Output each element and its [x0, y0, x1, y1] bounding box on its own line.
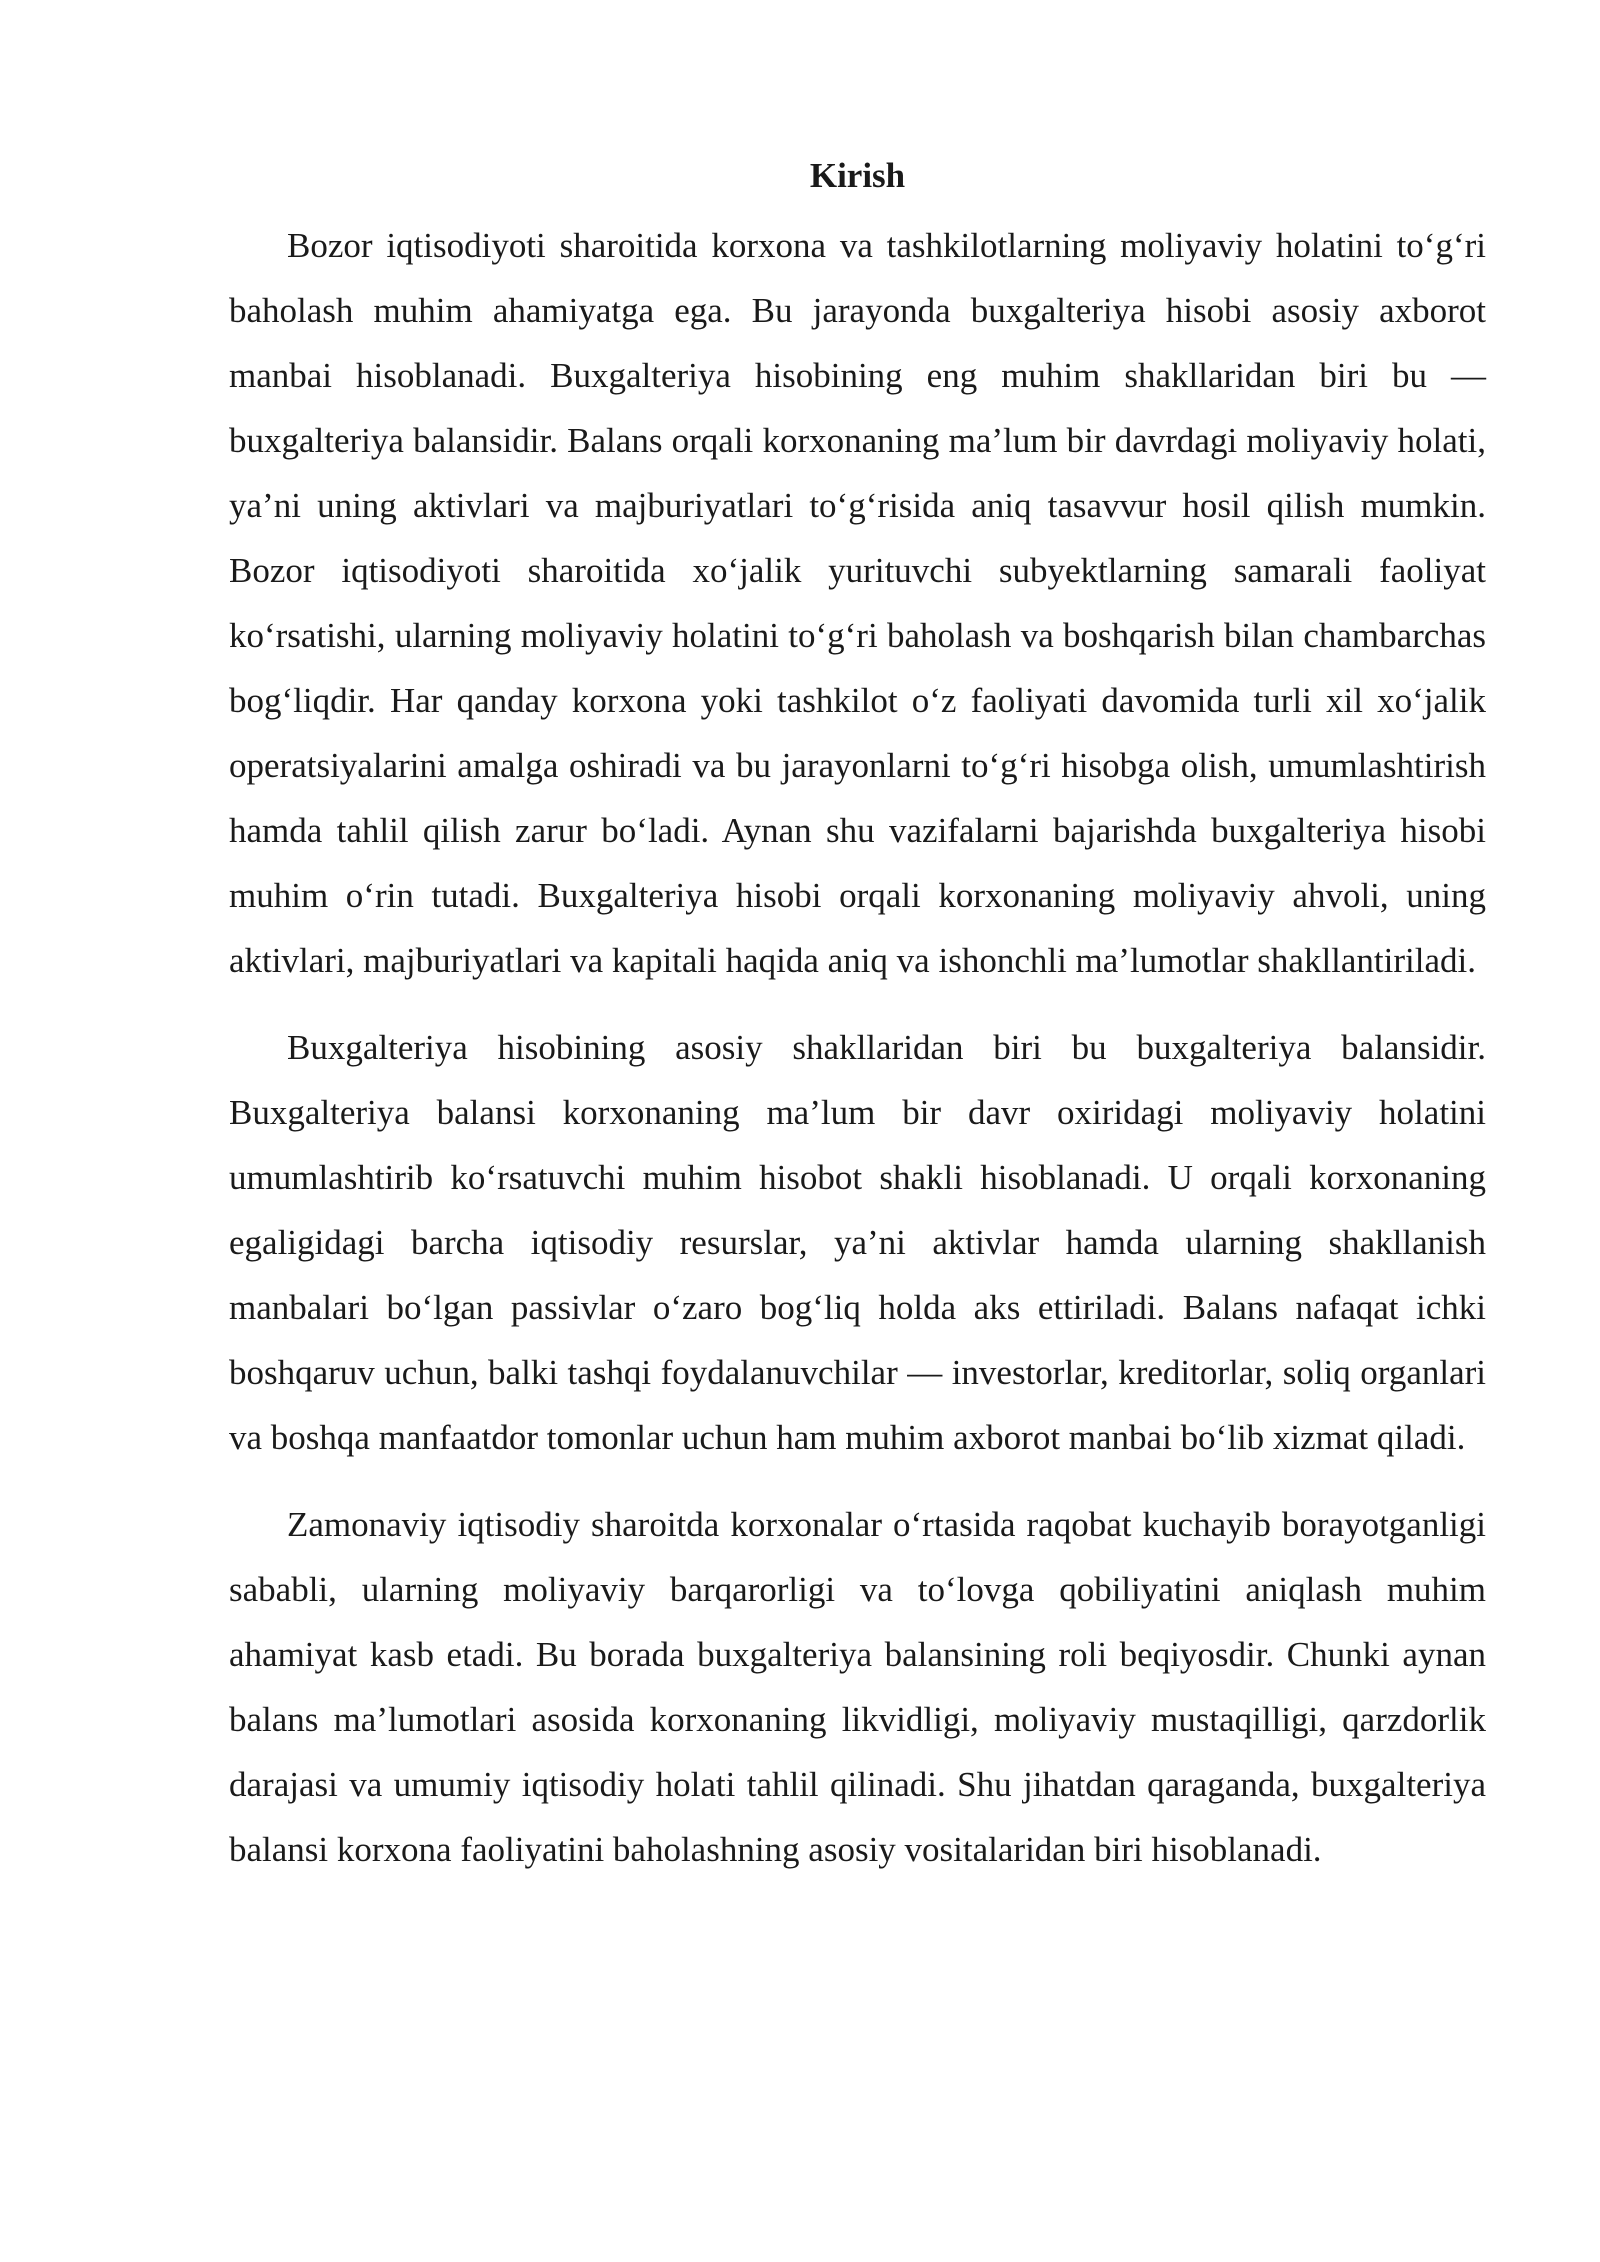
paragraph-3: Zamonaviy iqtisodiy sharoitda korxonalar o‘rtasida raqobat kuchayib borayotganligi sababli, ularning moliyaviy barqarorligi va to‘lovga qobiliyatini aniqlash muhim ahamiyat kasb etadi. Bu borada buxgalteriya balansining roli beqiyosdir. Chunki aynan balans ma’lumotlari asosida korxonaning likvidligi, moliyaviy mustaqilligi, qarzdorlik darajasi va umumiy iqtisodiy holati tahlil qilinadi. Shu jihatdan qaraganda, buxgalteriya balansi korxona faoliyatini baholashning asosiy vositalaridan biri hisoblanadi. [229, 1505, 1486, 1869]
document-body [229, 148, 1486, 1904]
document-title: Kirish [809, 156, 906, 195]
paragraph-1: Bozor iqtisodiyoti sharoitida korxona va tashkilotlarning moliyaviy holatini to‘g‘ri baholash muhim ahamiyatga ega. Bu jarayonda buxgalteriya hisobi asosiy axborot manbai hisoblanadi. Buxgalteriya hisobining eng muhim shakllaridan biri bu — buxgalteriya balansidir. Balans orqali korxonaning ma’lum bir davrdagi moliyaviy holati, ya’ni uning aktivlari va majburiyatlari to‘g‘risida aniq tasavvur hosil qilish mumkin. Bozor iqtisodiyoti sharoitida xo‘jalik yurituvchi subyektlarning samarali faoliyat ko‘rsatishi, ularning moliyaviy holatini to‘g‘ri baholash va boshqarish bilan chambarchas bog‘liqdir. Har qanday korxona yoki tashkilot o‘z faoliyati davomida turli xil xo‘jalik operatsiyalarini amalga oshiradi va bu jarayonlarni to‘g‘ri hisobga olish, umumlashtirish hamda tahlil qilish zarur bo‘ladi. Aynan shu vazifalarni bajarishda buxgalteriya hisobi muhim o‘rin tutadi. Buxgalteriya hisobi orqali korxonaning moliyaviy ahvoli, uning aktivlari, majburiyatlari va kapitali haqida aniq va ishonchli ma’lumotlar shakllantiriladi. [229, 226, 1486, 980]
paragraph-2: Buxgalteriya hisobining asosiy shakllaridan biri bu buxgalteriya balansidir. Buxgalteriya balansi korxonaning ma’lum bir davr oxiridagi moliyaviy holatini umumlashtirib ko‘rsatuvchi muhim hisobot shakli hisoblanadi. U orqali korxonaning egaligidagi barcha iqtisodiy resurslar, ya’ni aktivlar hamda ularning shakllanish manbalari bo‘lgan passivlar o‘zaro bog‘liq holda aks ettiriladi. Balans nafaqat ichki boshqaruv uchun, balki tashqi foydalanuvchilar — investorlar, kreditorlar, soliq organlari va boshqa manfaatdor tomonlar uchun ham muhim axborot manbai bo‘lib xizmat qiladi. [229, 1028, 1486, 1457]
